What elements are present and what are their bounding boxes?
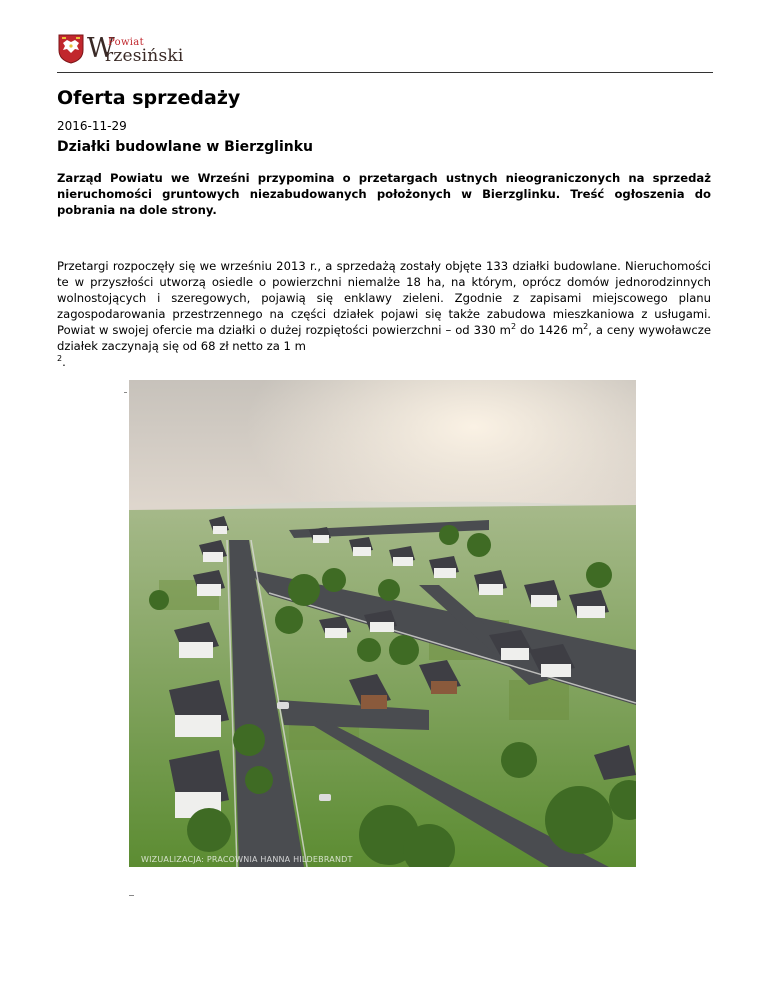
- site-logo[interactable]: [58, 34, 197, 66]
- logo-wordmark: [87, 34, 197, 66]
- article-body: Przetargi rozpoczęły się we wrześniu 2013 r., a sprzedażą zostały objęte 133 działki budowlane. Nieruchomości te w przyszłości utworzą osiedle o powierzchni niemalże 18 ha, na którym, oprócz domów jednorodzinnych wolnostojących i szeregowych, pojawią się enklawy zieleni. Zgodnie z zapisami miejscowego planu zagospodarowania przestrzennego na części działek pojawi się także zabudowa mieszkaniowa z usługami. Powiat w swojej ofercie ma działki o dużej rozpiętości powierzchni – od 330 $m^2$ do 1426 $m^2$, a ceny wywoławcze działek zaczynają się od 68 zł netto za 1 m $^2$.: [57, 259, 711, 369]
- estate-visualization-image[interactable]: [129, 380, 636, 867]
- article-lead: Zarząd Powiatu we Wrześni przypomina o przetargach ustnych nieograniczonych na sprzedaż nieruchomości gruntowych niezabudowanych położonych w Bierzglinku. Treść ogłoszenia do pobrania na dole strony.: [57, 171, 711, 217]
- coat-of-arms-icon: [58, 34, 84, 64]
- header-divider: [57, 72, 713, 73]
- estate-illustration: [129, 380, 636, 867]
- site-header: [58, 34, 713, 74]
- publish-date: 2016-11-29: [57, 119, 127, 133]
- logo-county-name: rzesiński: [105, 46, 184, 66]
- image-credit: WIZUALIZACJA: PRACOWNIA HANNA HILDEBRANDT: [141, 855, 353, 864]
- article-heading: Działki budowlane w Bierzglinku: [57, 139, 314, 155]
- image-bottom-mark: [129, 895, 134, 896]
- logo-initial: W: [87, 33, 115, 64]
- image-frame-mark: [124, 392, 127, 393]
- logo-powiat-label: Powiat: [108, 37, 144, 48]
- page-title: Oferta sprzedaży: [57, 87, 241, 109]
